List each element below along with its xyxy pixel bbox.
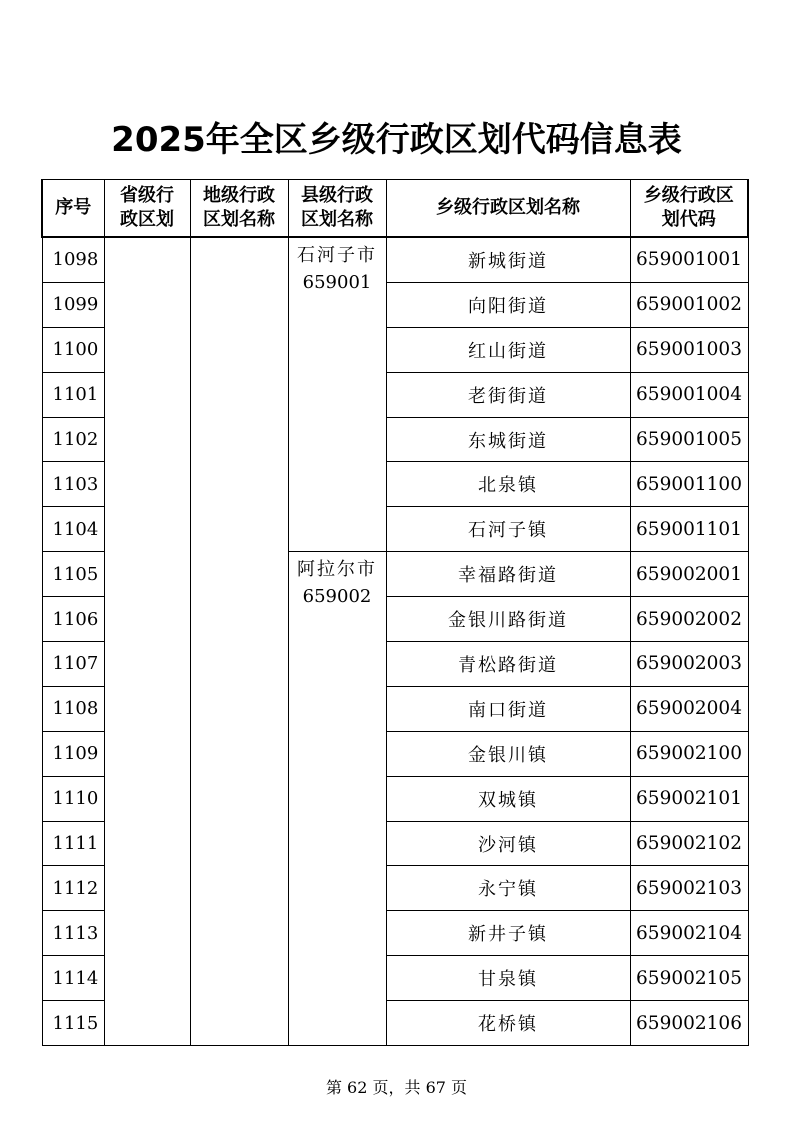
township-name: 石河子镇: [386, 507, 630, 552]
township-name: 新城街道: [386, 237, 630, 282]
township-code: 659001004: [630, 372, 748, 417]
header-province-line1: 省级行: [120, 185, 174, 206]
row-index: 1112: [42, 866, 104, 911]
township-name: 甘泉镇: [386, 956, 630, 1001]
header-prefecture-line2: 区划名称: [203, 209, 275, 230]
row-index: 1098: [42, 237, 104, 282]
row-index: 1115: [42, 1001, 104, 1046]
header-index: [42, 180, 104, 238]
township-name: 南口街道: [386, 686, 630, 731]
township-code: 659001003: [630, 327, 748, 372]
county-name: 石河子市: [297, 245, 377, 266]
header-township-code-line2: 划代码: [661, 209, 716, 230]
township-code: 659002103: [630, 866, 748, 911]
header-township-code: [630, 180, 748, 238]
township-code: 659002104: [630, 911, 748, 956]
township-code: 659001002: [630, 282, 748, 327]
row-index: 1100: [42, 327, 104, 372]
township-name: 青松路街道: [386, 642, 630, 687]
township-name: 双城镇: [386, 776, 630, 821]
township-code: 659001001: [630, 237, 748, 282]
header-prefecture: [190, 180, 288, 238]
township-name: 花桥镇: [386, 1001, 630, 1046]
table-row: [42, 237, 748, 282]
header-township-name-label: 乡级行政区划名称: [436, 197, 580, 218]
province-cell: [104, 237, 190, 1046]
row-index: 1099: [42, 282, 104, 327]
header-prefecture-line1: 地级行政: [203, 185, 275, 206]
header-province-line2: 政区划: [120, 209, 174, 230]
page-footer: 第 62 页，共 67 页: [325, 1078, 468, 1097]
township-code: 659002105: [630, 956, 748, 1001]
header-province: [104, 180, 190, 238]
row-index: 1105: [42, 552, 104, 597]
header-county-line2: 区划名称: [301, 209, 373, 230]
row-index: 1104: [42, 507, 104, 552]
county-cell: [288, 237, 386, 552]
row-index: 1102: [42, 417, 104, 462]
header-index-label: 序号: [55, 197, 92, 218]
row-index: 1101: [42, 372, 104, 417]
township-name: 永宁镇: [386, 866, 630, 911]
header-township-name: [386, 180, 630, 238]
page-title: 2025年全区乡级行政区划代码信息表: [111, 120, 682, 160]
county-cell: [288, 552, 386, 1046]
row-index: 1107: [42, 642, 104, 687]
county-code: 659002: [302, 586, 372, 608]
row-index: 1108: [42, 686, 104, 731]
township-name: 金银川路街道: [386, 597, 630, 642]
header-county-line1: 县级行政: [301, 185, 373, 206]
township-name: 金银川镇: [386, 731, 630, 776]
county-name: 阿拉尔市: [297, 559, 377, 581]
township-code: 659002002: [630, 597, 748, 642]
township-code: 659001101: [630, 507, 748, 552]
prefecture-cell: [190, 237, 288, 1046]
township-code: 659002101: [630, 776, 748, 821]
township-name: 新井子镇: [386, 911, 630, 956]
table-header-row: [42, 180, 748, 238]
township-code: 659002003: [630, 642, 748, 687]
header-township-code-line1: 乡级行政区: [643, 185, 734, 206]
row-index: 1103: [42, 462, 104, 507]
township-code: 659002100: [630, 731, 748, 776]
township-code: 659002102: [630, 821, 748, 866]
county-code: 659001: [302, 272, 372, 293]
township-name: 东城街道: [386, 417, 630, 462]
township-name: 幸福路街道: [386, 552, 630, 597]
township-code: 659001100: [630, 462, 748, 507]
township-name: 沙河镇: [386, 821, 630, 866]
row-index: 1110: [42, 776, 104, 821]
township-name: 北泉镇: [386, 462, 630, 507]
division-code-table: [41, 179, 749, 1046]
row-index: 1111: [42, 821, 104, 866]
row-index: 1106: [42, 597, 104, 642]
township-code: 659001005: [630, 417, 748, 462]
township-name: 红山街道: [386, 327, 630, 372]
township-code: 659002001: [630, 552, 748, 597]
header-county: [288, 180, 386, 238]
township-code: 659002106: [630, 1001, 748, 1046]
township-code: 659002004: [630, 686, 748, 731]
township-name: 向阳街道: [386, 282, 630, 327]
row-index: 1109: [42, 731, 104, 776]
row-index: 1113: [42, 911, 104, 956]
row-index: 1114: [42, 956, 104, 1001]
township-name: 老街街道: [386, 372, 630, 417]
